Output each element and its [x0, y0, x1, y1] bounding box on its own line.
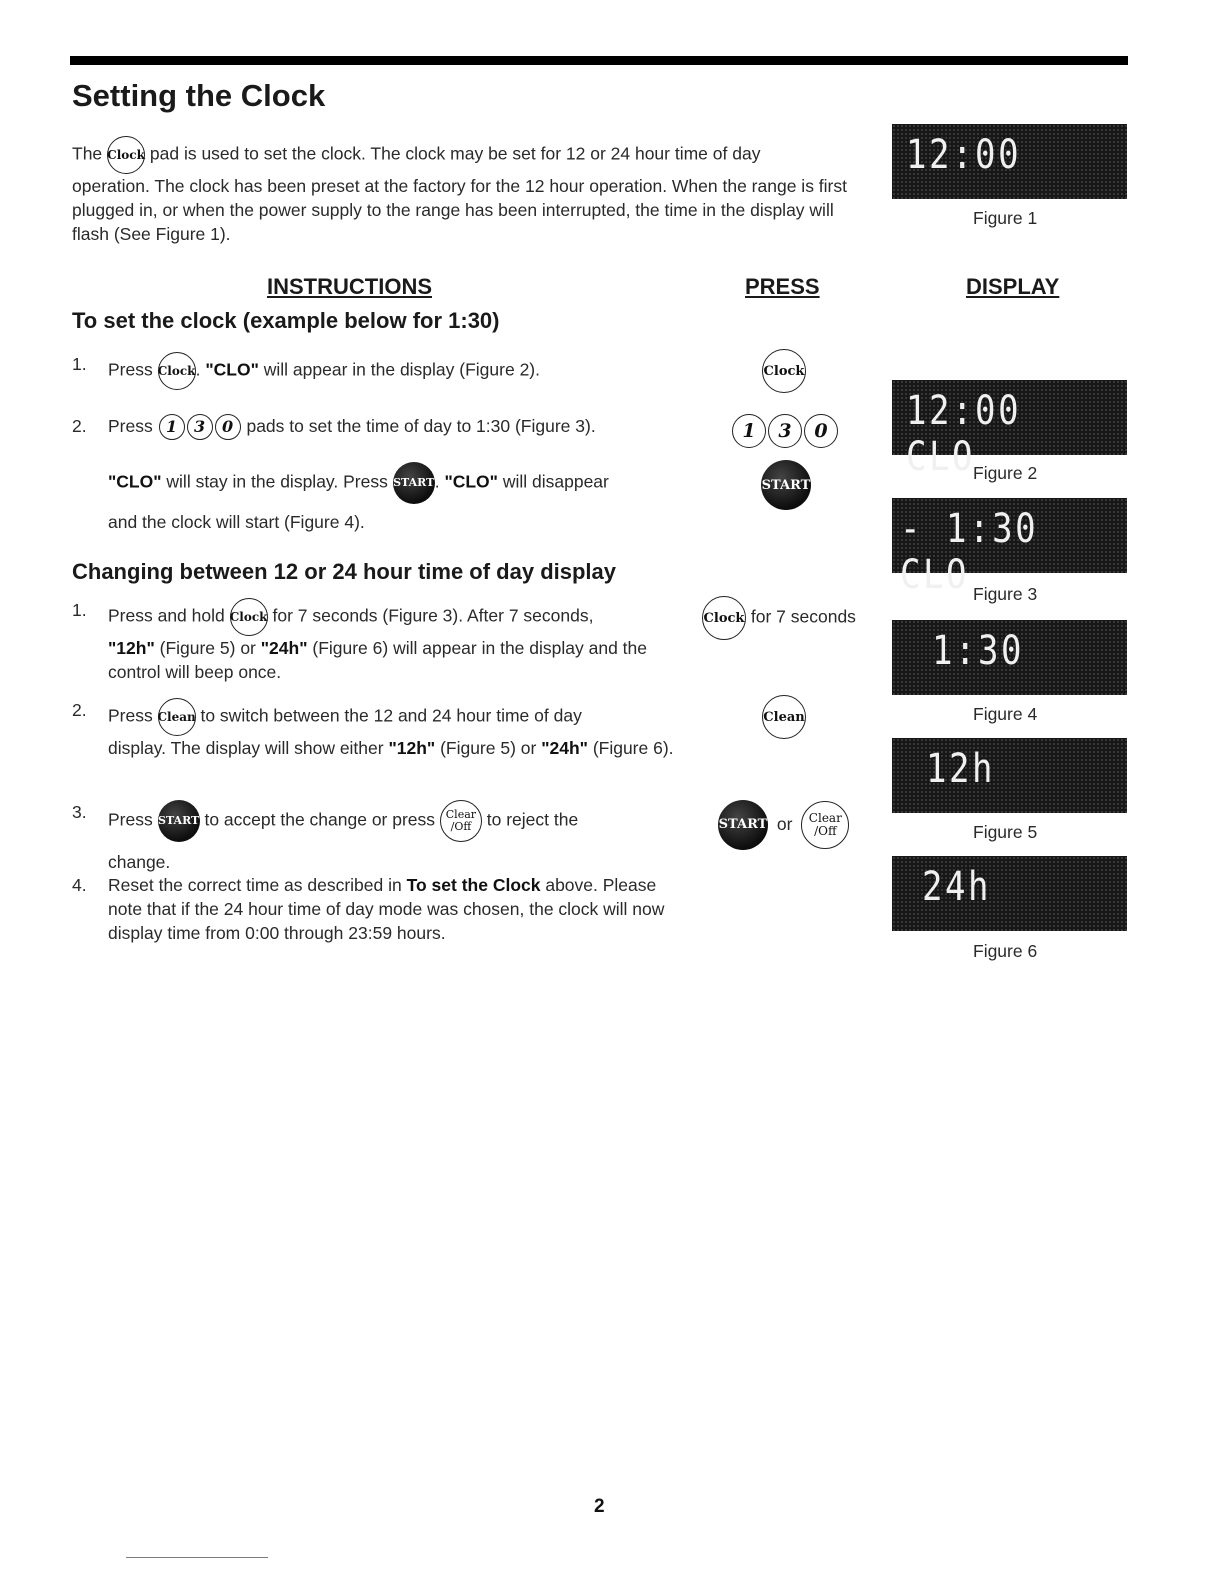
- step-item: [72, 352, 540, 390]
- step-text-bold: "24h": [260, 638, 308, 658]
- press-clean: [762, 695, 806, 739]
- press-or: or: [776, 813, 793, 834]
- lcd-display-figure-6: [892, 856, 1127, 931]
- figure-caption: Figure 3: [973, 584, 1038, 604]
- clear-off-pad-icon: [440, 800, 482, 842]
- step-item: [72, 800, 708, 842]
- footer-line: [126, 1557, 268, 1558]
- intro-paragraph: [72, 136, 872, 246]
- step-text: (Figure 6).: [587, 738, 674, 758]
- figure-caption: Figure 2: [973, 463, 1038, 483]
- step-text: Press: [108, 705, 158, 726]
- press-clock: [762, 349, 806, 393]
- step-text-bold: "12h": [388, 738, 436, 758]
- intro-line-1: [72, 136, 872, 174]
- figure-caption: Figure 4: [973, 704, 1038, 724]
- step-text: Press: [108, 809, 158, 830]
- step-text: Reset the correct time as described in: [108, 875, 407, 895]
- step-text: .: [434, 471, 445, 492]
- step-number: 2.: [72, 700, 87, 720]
- step-text: change.: [108, 852, 171, 872]
- off-label: /Off: [450, 820, 472, 833]
- lcd-display-figure-1: [892, 124, 1127, 199]
- lcd-readout: 12h: [926, 746, 996, 792]
- step-item: [72, 698, 688, 760]
- digit-0-pad-icon: 0: [804, 414, 838, 448]
- intro-text: The: [72, 143, 108, 164]
- lcd-readout: 1:30: [932, 628, 1025, 674]
- clear-label: Clear: [808, 811, 842, 825]
- clean-pad-icon: Clean: [762, 695, 806, 739]
- step-number: 1.: [72, 354, 87, 374]
- figure-caption: Figure 6: [973, 941, 1038, 961]
- step-text: to accept the change or press: [199, 809, 440, 830]
- clock-pad-icon: Clock: [107, 136, 145, 174]
- column-header-press: PRESS: [745, 274, 820, 299]
- clock-pad-icon: Clock: [158, 352, 196, 390]
- step-text: to switch between the 12 and 24 hour time of day: [195, 705, 582, 726]
- step-text: pads to set the time of day to 1:30 (Figure 3).: [241, 416, 596, 436]
- lcd-display-figure-4: [892, 620, 1127, 695]
- step-text: .: [195, 359, 206, 380]
- press-note: for 7 seconds: [750, 606, 856, 627]
- press-digits: [731, 414, 839, 448]
- digit-1-pad-icon: 1: [159, 414, 185, 440]
- digit-0-pad-icon: 0: [215, 414, 241, 440]
- start-pad-icon: START: [761, 460, 811, 510]
- step-text-bold: "CLO": [444, 471, 498, 492]
- figure-caption: Figure 5: [973, 822, 1038, 842]
- step-text: display. The display will show either: [108, 738, 389, 758]
- clock-pad-icon: Clock: [230, 598, 268, 636]
- start-pad-icon: START: [718, 800, 768, 850]
- column-header-display: DISPLAY: [966, 274, 1060, 299]
- clear-label: Clear: [445, 808, 477, 821]
- figure-caption: Figure 1: [973, 208, 1038, 228]
- step-text: will disappear: [497, 471, 609, 492]
- step-text: Press: [108, 416, 158, 436]
- step-text-bold: "12h": [108, 638, 155, 658]
- step-text: for 7 seconds (Figure 3). After 7 seconds,: [267, 605, 594, 626]
- press-clock-hold: [702, 596, 856, 640]
- digit-1-pad-icon: 1: [732, 414, 766, 448]
- step-text: Press: [108, 359, 158, 380]
- step-text-bold: "CLO": [205, 359, 259, 380]
- step-item: [72, 873, 693, 945]
- clock-pad-icon: Clock: [762, 349, 806, 393]
- start-pad-icon: START: [393, 462, 435, 504]
- clear-off-pad-icon: [801, 801, 849, 849]
- off-label: /Off: [814, 824, 837, 838]
- section-heading-12-24-hour: Changing between 12 or 24 hour time of day display: [72, 559, 616, 584]
- digit-3-pad-icon: 3: [187, 414, 213, 440]
- step-text: will appear in the display (Figure 2).: [258, 359, 540, 380]
- clean-pad-icon: Clean: [158, 698, 196, 736]
- step-number: 1.: [72, 600, 87, 620]
- step-item: [72, 414, 596, 440]
- start-pad-icon: START: [158, 800, 200, 842]
- lcd-readout: 12:00 CLO: [906, 388, 1022, 480]
- intro-text: pad is used to set the clock. The clock may be set for 12 or 24 hour time of day: [145, 143, 761, 164]
- lcd-display-figure-5: [892, 738, 1127, 813]
- digit-3-pad-icon: 3: [768, 414, 802, 448]
- lcd-readout: 24h: [922, 864, 992, 910]
- step-text-bold: "24h": [541, 738, 588, 758]
- step-text: (Figure 5) or: [435, 738, 542, 758]
- top-rule: [70, 56, 1128, 65]
- intro-text: operation. The clock has been preset at the factory for the 12 hour operation. When the range is first plugged in, or when the power supply to the range has been interrupted, the time in the display will flash (See Figure 1).: [72, 176, 847, 244]
- step-number: 3.: [72, 802, 87, 822]
- step-text: and the clock will start (Figure 4).: [108, 512, 365, 532]
- page-title: Setting the Clock: [72, 78, 326, 113]
- step-text: will stay in the display. Press: [161, 471, 393, 492]
- press-start: [761, 460, 811, 510]
- section-heading-set-clock: To set the clock (example below for 1:30): [72, 308, 500, 333]
- column-header-instructions: INSTRUCTIONS: [267, 274, 432, 299]
- step-text: above. Please note that if the 24 hour time of day mode was chosen, the clock will now display time from 0:00 through 23:59 hours.: [108, 875, 665, 943]
- clock-pad-icon: Clock: [702, 596, 746, 640]
- step-text-bold: To set the Clock: [406, 875, 541, 895]
- step-item: [72, 598, 688, 684]
- page-number: 2: [594, 1496, 605, 1517]
- step-text: (Figure 6) will appear in the display and the control will beep once.: [108, 638, 647, 682]
- step-number: 4.: [72, 875, 87, 895]
- step-continuation: [108, 462, 609, 504]
- lcd-readout: 12:00: [906, 132, 1022, 178]
- step-text-bold: "CLO": [108, 471, 162, 492]
- press-start-or-clear: [718, 800, 849, 850]
- lcd-readout: - 1:30 CLO: [900, 506, 1039, 598]
- step-text: Press and hold: [108, 605, 230, 626]
- step-text: (Figure 5) or: [154, 638, 261, 658]
- step-number: 2.: [72, 416, 87, 436]
- step-text: to reject the: [481, 809, 579, 830]
